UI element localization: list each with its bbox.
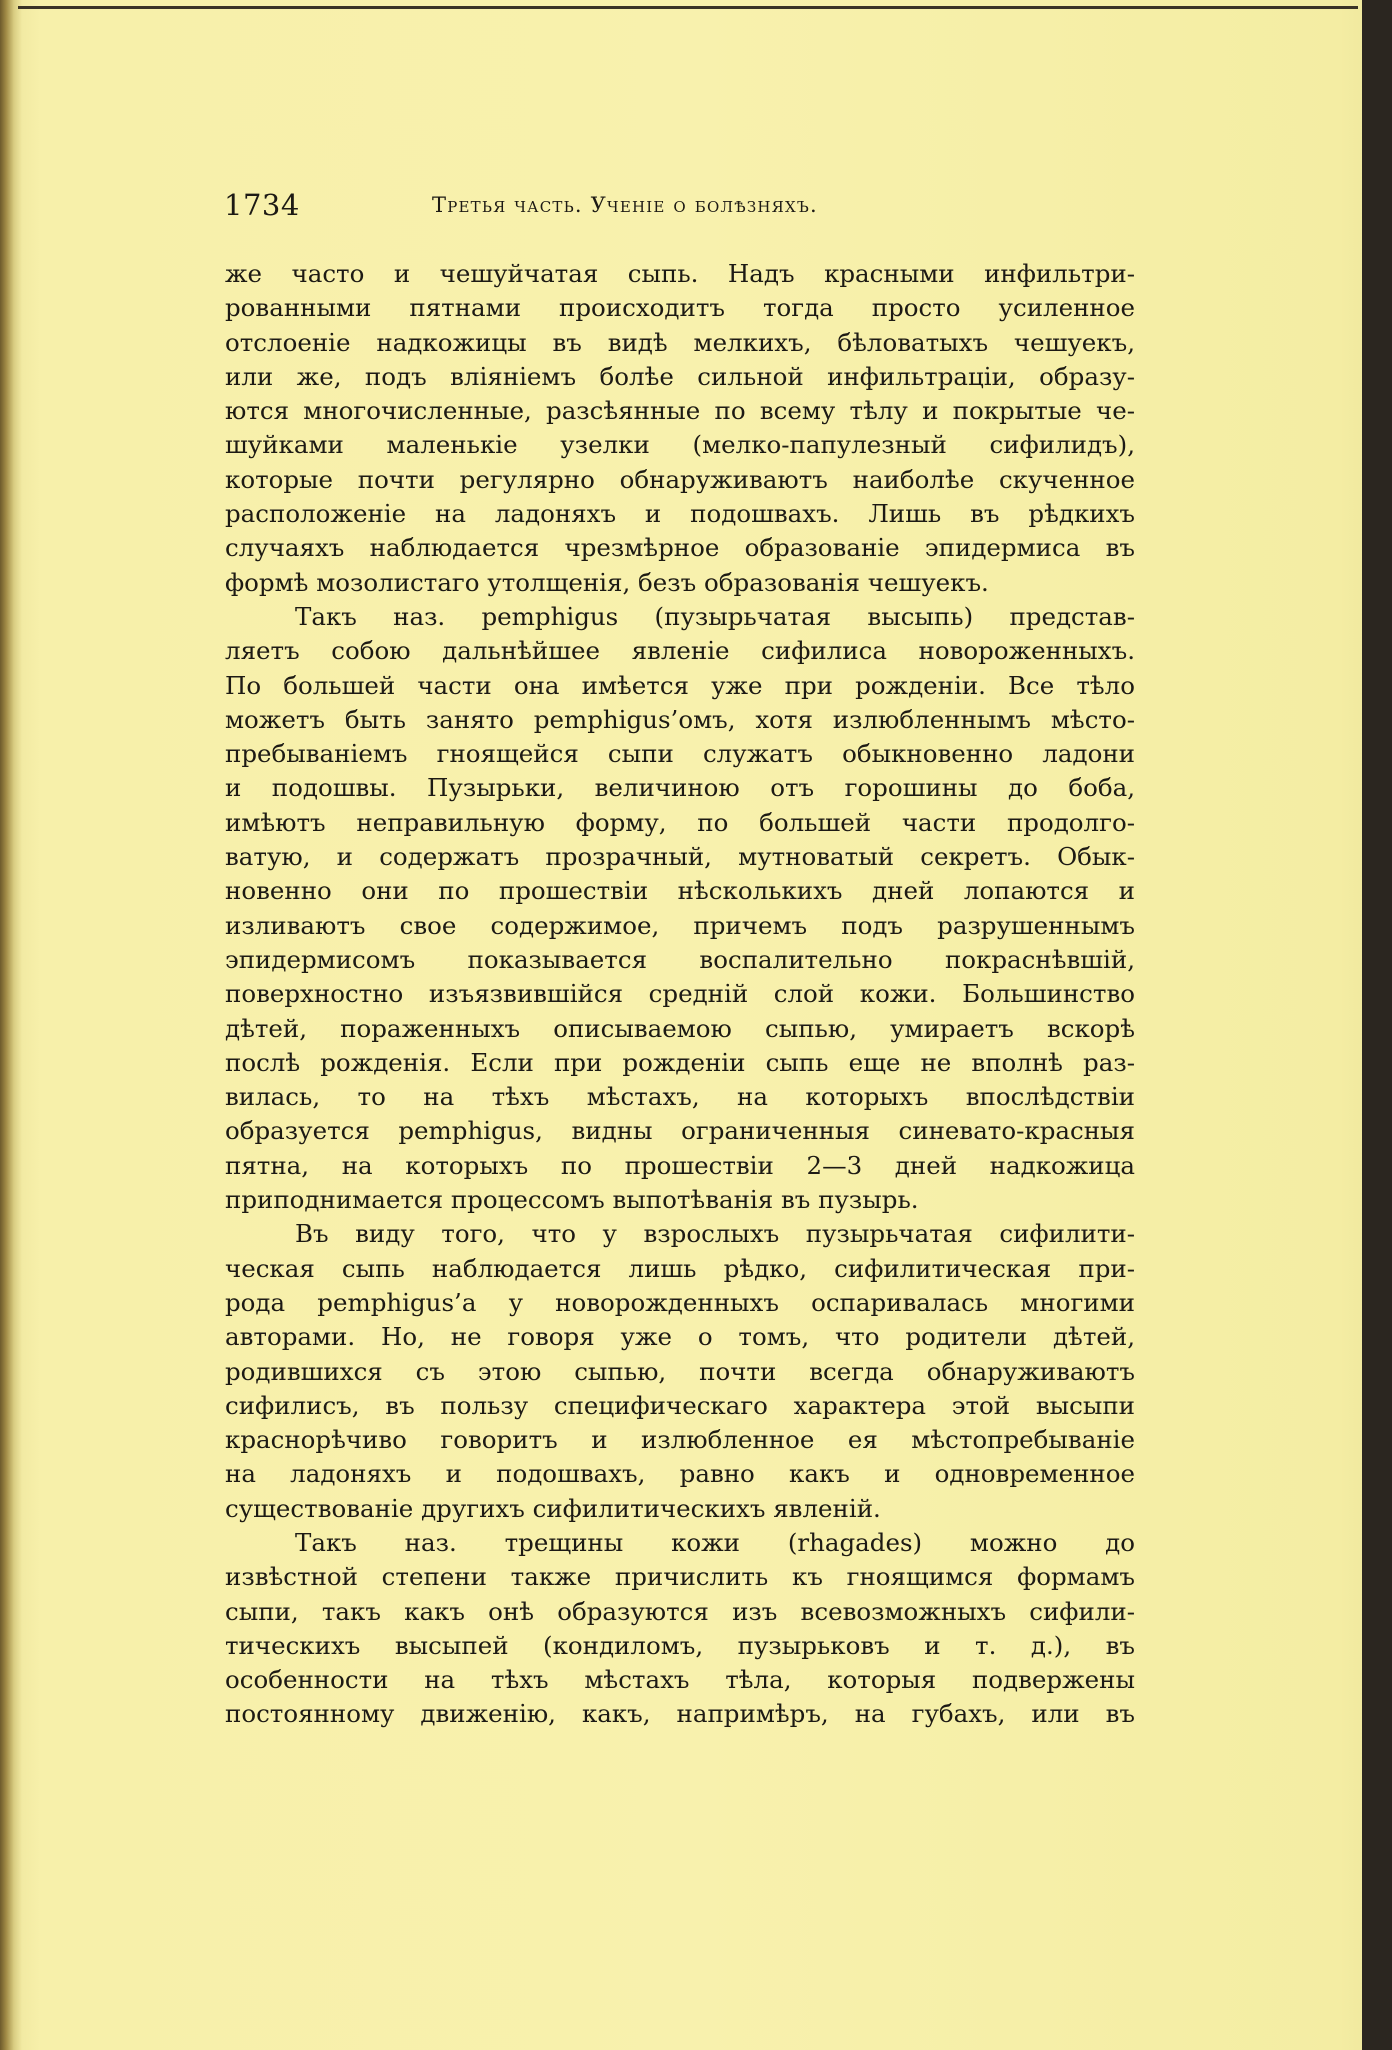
text-line: отслоеніе надкожицы въ видѣ мелкихъ, бѣловатыхъ чешуекъ,: [225, 327, 1135, 357]
text-line: изливаютъ свое содержимое, причемъ подъ разрушеннымъ: [225, 910, 1135, 940]
text-line: авторами. Но, не говоря уже о томъ, что родители дѣтей,: [225, 1322, 1135, 1352]
body-text: [225, 257, 1135, 1732]
text-line: рода pemphigus’а у новорожденныхъ оспаривалась многими: [225, 1287, 1135, 1317]
text-line: расположеніе на ладоняхъ и подошвахъ. Лишь въ рѣдкихъ: [225, 499, 1135, 529]
text-line: ляетъ собою дальнѣйшее явленіе сифилиса новороженныхъ.: [225, 636, 1135, 666]
text-line: которые почти регулярно обнаруживаютъ наиболѣе скученное: [225, 464, 1135, 494]
text-line: Такъ наз. pemphigus (пузырьчатая высыпь) представ-: [295, 601, 1135, 631]
text-line: Такъ наз. трещины кожи (rhagades) можно до: [295, 1527, 1135, 1557]
text-line: извѣстной степени также причислить къ гноящимся формамъ: [225, 1562, 1135, 1592]
text-line: пятна, на которыхъ по прошествіи 2—3 дней надкожица: [225, 1150, 1135, 1180]
text-line: формѣ мозолистаго утолщенія, безъ образованія чешуекъ.: [225, 567, 989, 597]
text-line: ватую, и содержатъ прозрачный, мутноватый секретъ. Обык-: [225, 842, 1135, 872]
text-line: послѣ рожденія. Если при рожденіи сыпь еще не вполнѣ раз-: [225, 1047, 1135, 1077]
text-line: приподнимается процессомъ выпотѣванія въ пузырь.: [225, 1185, 919, 1215]
page-number: 1734: [224, 188, 300, 222]
text-line: имѣютъ неправильную форму, по большей части продолго-: [225, 807, 1135, 837]
text-line: особенности на тѣхъ мѣстахъ тѣла, которыя подвержены: [225, 1665, 1135, 1695]
text-line: Въ виду того, что у взрослыхъ пузырьчатая сифилити-: [295, 1219, 1135, 1249]
page-top-edge: [18, 6, 1358, 9]
text-line: дѣтей, пораженныхъ описываемою сыпью, умираетъ вскорѣ: [225, 1013, 1135, 1043]
text-line: шуйками маленькіе узелки (мелко-папулезный сифилидъ),: [225, 430, 1135, 460]
text-line: случаяхъ наблюдается чрезмѣрное образованіе эпидермиса въ: [225, 533, 1135, 563]
text-line: или же, подъ вліяніемъ болѣе сильной инфильтраціи, образу-: [225, 361, 1135, 391]
text-line: постоянному движенію, какъ, напримѣръ, на губахъ, или въ: [225, 1699, 1135, 1729]
text-line: сифилисъ, въ пользу специфическаго характера этой высыпи: [225, 1390, 1135, 1420]
text-line: тическихъ высыпей (кондиломъ, пузырьковъ и т. д.), въ: [225, 1630, 1135, 1660]
text-line: эпидермисомъ показывается воспалительно покраснѣвшій,: [225, 944, 1135, 974]
text-line: краснорѣчиво говоритъ и излюбленное ея мѣстопребываніе: [225, 1425, 1135, 1455]
text-line: ются многочисленные, разсѣянные по всему тѣлу и покрытые че-: [225, 396, 1135, 426]
text-line: родившихся съ этою сыпью, почти всегда обнаруживаютъ: [225, 1356, 1135, 1386]
text-line: же часто и чешуйчатая сыпь. Надъ красными инфильтри-: [225, 259, 1135, 288]
text-line: поверхностно изъязвившійся средній слой кожи. Большинство: [225, 979, 1135, 1009]
text-line: можетъ быть занято pemphigus’омъ, хотя излюбленнымъ мѣсто-: [225, 704, 1135, 734]
text-line: вилась, то на тѣхъ мѣстахъ, на которыхъ впослѣдствіи: [225, 1082, 1135, 1112]
running-head: Третья часть. Ученіе о болѣзняхъ.: [432, 193, 818, 217]
scan-background-strip: [1362, 0, 1392, 2050]
text-line: на ладоняхъ и подошвахъ, равно какъ и одновременное: [225, 1459, 1135, 1489]
text-line: образуется pemphigus, видны ограниченныя синевато-красныя: [225, 1116, 1135, 1146]
text-line: рованными пятнами происходитъ тогда просто усиленное: [225, 293, 1135, 323]
text-line: существованіе другихъ сифилитическихъ явленій.: [225, 1493, 881, 1523]
text-line: ческая сыпь наблюдается лишь рѣдко, сифилитическая при-: [225, 1253, 1135, 1283]
page-header: [224, 188, 1144, 228]
text-line: сыпи, такъ какъ онѣ образуются изъ всевозможныхъ сифили-: [225, 1596, 1135, 1626]
text-line: По большей части она имѣется уже при рожденіи. Все тѣло: [225, 670, 1135, 700]
page-binding-edge: [0, 0, 22, 2050]
text-line: новенно они по прошествіи нѣсколькихъ дней лопаются и: [225, 876, 1135, 906]
text-line: и подошвы. Пузырьки, величиною отъ горошины до боба,: [225, 773, 1135, 803]
text-line: пребываніемъ гноящейся сыпи служатъ обыкновенно ладони: [225, 739, 1135, 769]
